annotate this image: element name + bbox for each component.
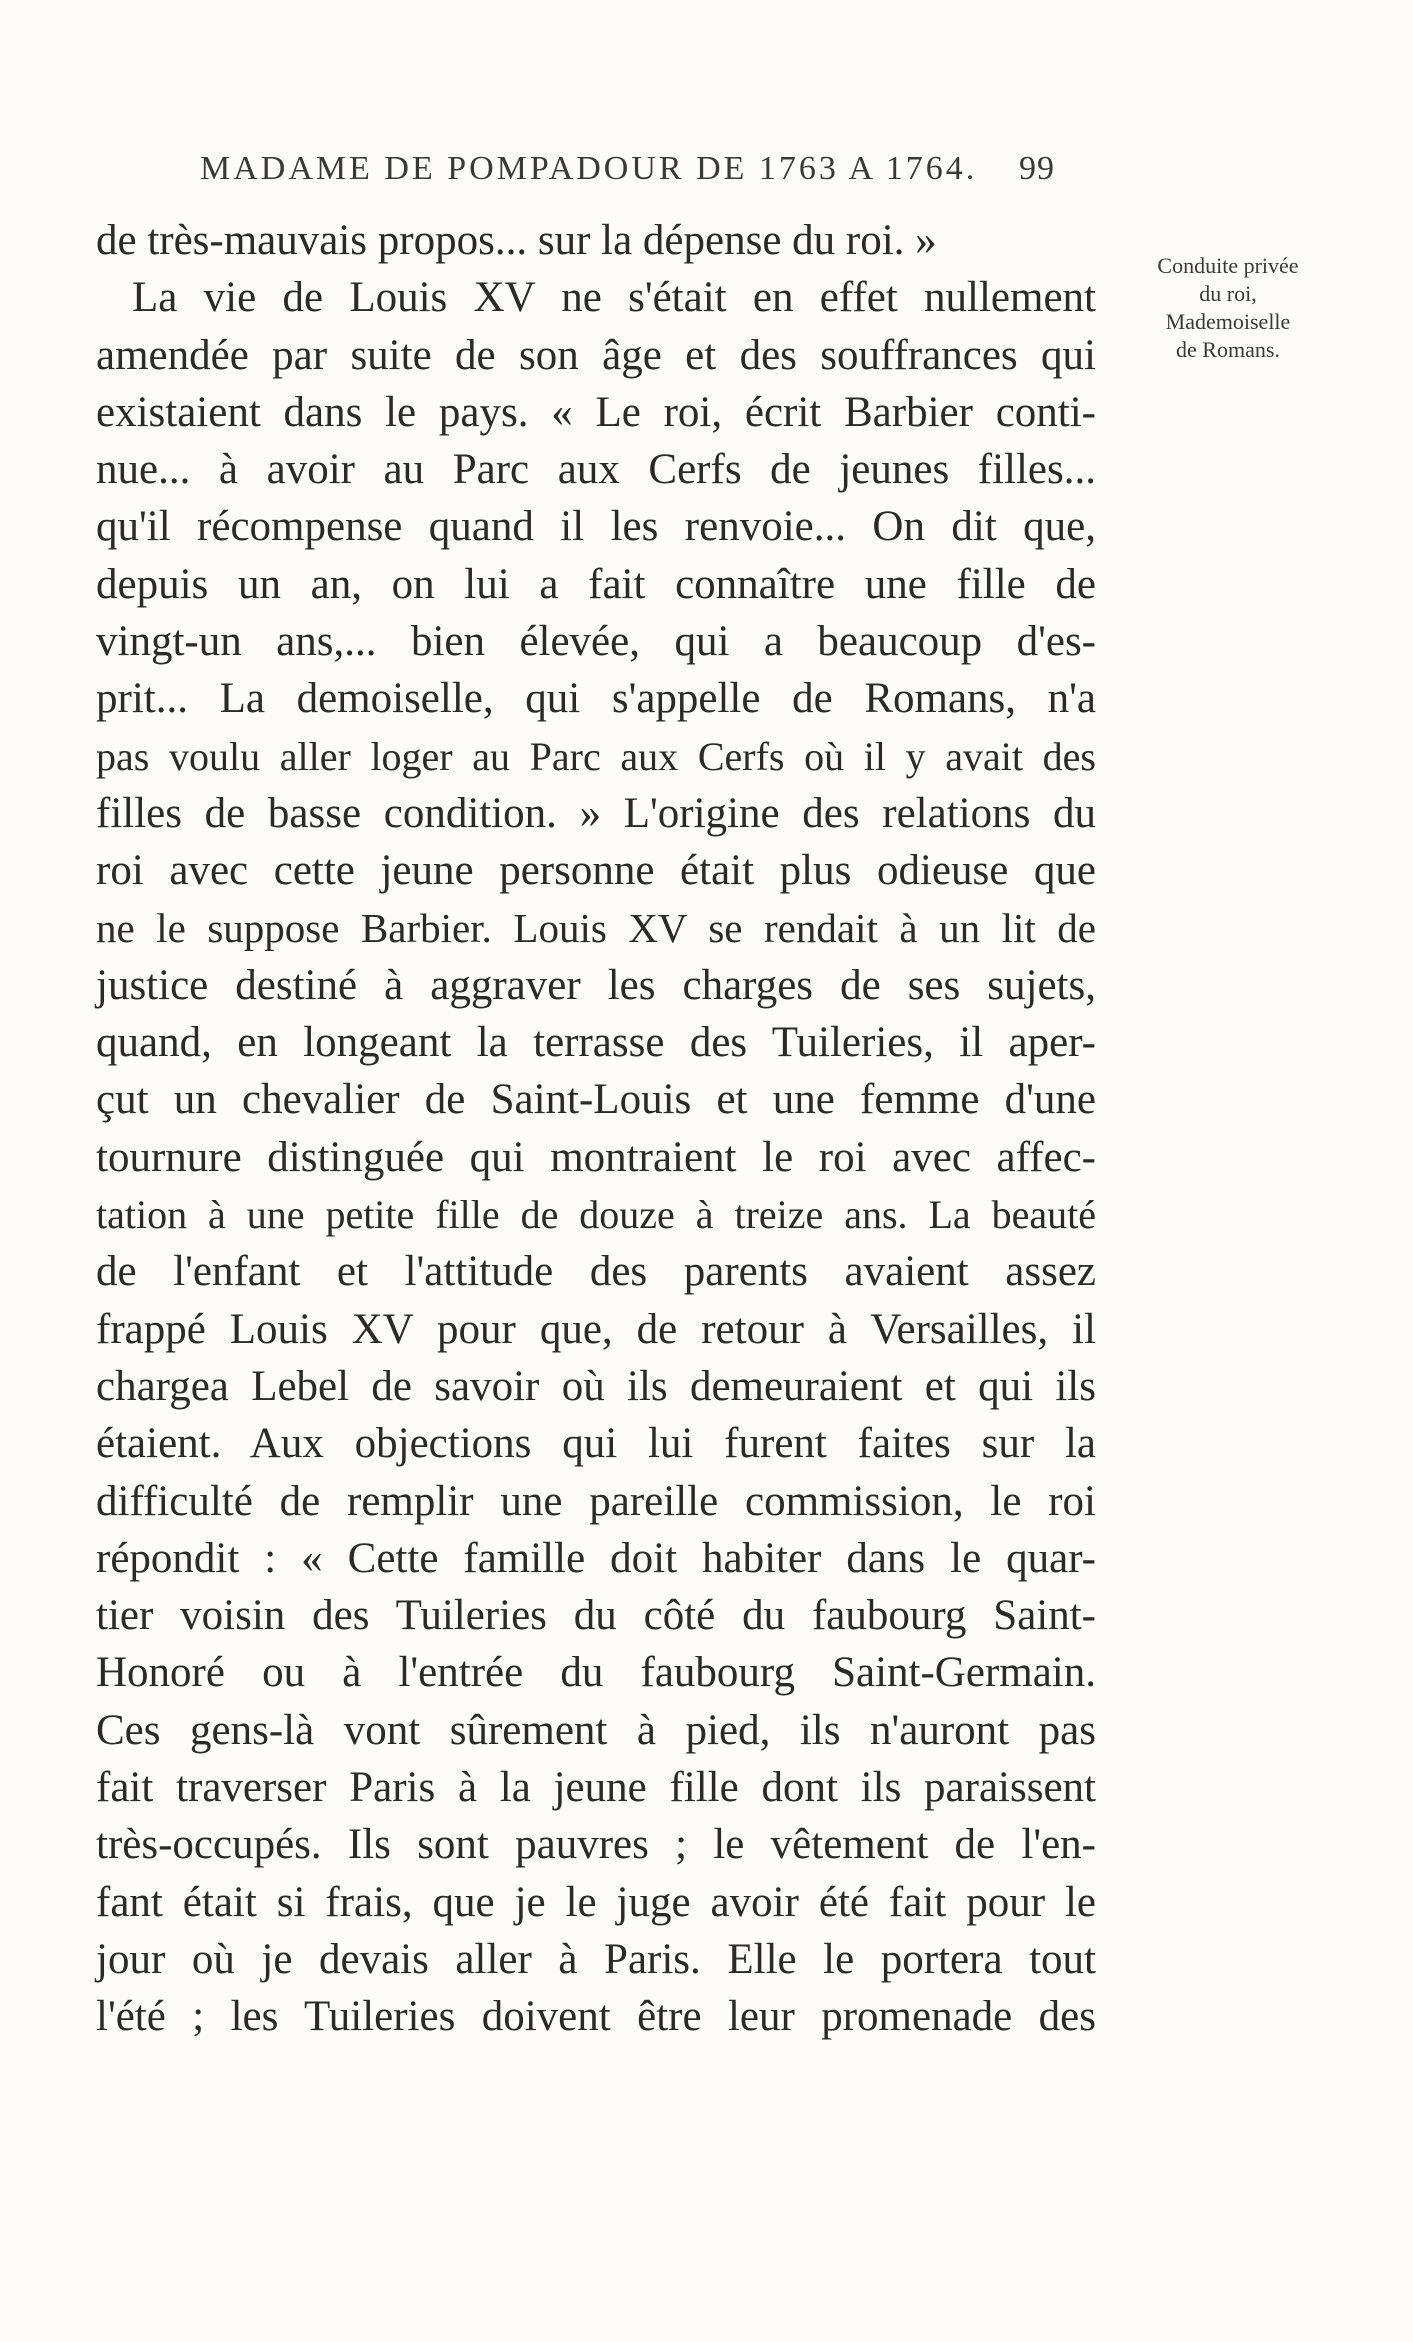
text-line: l'été ; les Tuileries doivent être leur promenade des xyxy=(96,1993,1096,2041)
marginal-note-line: Mademoiselle xyxy=(1165,309,1291,334)
text-line: ne le suppose Barbier. Louis XV se rendait à un lit de xyxy=(96,904,1096,951)
text-line: Ces gens-là vont sûrement à pied, ils n'auront pas xyxy=(96,1706,1096,1754)
text-line: quand, en longeant la terrasse des Tuileries, il aper- xyxy=(96,1019,1096,1067)
marginal-note xyxy=(1128,252,1328,364)
text-line: qu'il récompense quand il les renvoie... On dit que, xyxy=(96,503,1096,551)
text-line: justice destiné à aggraver les charges de ses sujets, xyxy=(96,961,1096,1009)
text-line: filles de basse condition. » L'origine des relations du xyxy=(96,789,1096,837)
text-line: nue... à avoir au Parc aux Cerfs de jeunes filles... xyxy=(96,446,1096,494)
text-line: existaient dans le pays. « Le roi, écrit Barbier conti- xyxy=(96,388,1096,436)
text-line: amendée par suite de son âge et des souffrances qui xyxy=(96,331,1096,379)
page-number: 99 xyxy=(1019,150,1055,187)
text-line: de très-mauvais propos... sur la dépense du roi. » xyxy=(96,217,937,264)
marginal-note-line: de Romans. xyxy=(1176,337,1280,362)
text-line: frappé Louis XV pour que, de retour à Versailles, il xyxy=(96,1305,1096,1353)
text-line: La vie de Louis XV ne s'était en effet nullement xyxy=(132,274,1096,322)
text-line: répondit : « Cette famille doit habiter dans le quar- xyxy=(96,1534,1096,1582)
text-line: étaient. Aux objections qui lui furent faites sur la xyxy=(96,1420,1096,1468)
text-line: tournure distinguée qui montraient le roi avec affec- xyxy=(96,1133,1096,1181)
marginal-note-line: du roi, xyxy=(1199,281,1257,306)
text-line: tation à une petite fille de douze à treize ans. La beauté xyxy=(96,1192,1096,1238)
text-line: fant était si frais, que je le juge avoir été fait pour le xyxy=(96,1878,1096,1926)
text-line: jour où je devais aller à Paris. Elle le portera tout xyxy=(96,1935,1096,1983)
running-title: MADAME DE POMPADOUR DE 1763 A 1764. xyxy=(200,150,978,187)
text-line: Honoré ou à l'entrée du faubourg Saint-Germain. xyxy=(96,1649,1096,1697)
text-line: roi avec cette jeune personne était plus odieuse que xyxy=(96,847,1096,895)
text-line: chargea Lebel de savoir où ils demeuraient et qui ils xyxy=(96,1362,1096,1410)
body-text xyxy=(96,212,1096,2046)
text-line: de l'enfant et l'attitude des parents avaient assez xyxy=(96,1248,1096,1296)
text-line: vingt-un ans,... bien élevée, qui a beaucoup d'es- xyxy=(96,618,1096,666)
running-head xyxy=(200,150,1055,196)
text-line: depuis un an, on lui a fait connaître une fille de xyxy=(96,560,1096,608)
text-line: pas voulu aller loger au Parc aux Cerfs où il y avait des xyxy=(96,733,1096,779)
text-line: fait traverser Paris à la jeune fille dont ils paraissent xyxy=(96,1764,1096,1812)
text-line: difficulté de remplir une pareille commission, le roi xyxy=(96,1477,1096,1525)
text-line: tier voisin des Tuileries du côté du faubourg Saint- xyxy=(96,1592,1096,1640)
text-line: prit... La demoiselle, qui s'appelle de Romans, n'a xyxy=(96,675,1096,723)
text-line: très-occupés. Ils sont pauvres ; le vêtement de l'en- xyxy=(96,1821,1096,1869)
text-line: çut un chevalier de Saint-Louis et une femme d'une xyxy=(96,1076,1096,1124)
marginal-note-line: Conduite privée xyxy=(1157,253,1299,278)
